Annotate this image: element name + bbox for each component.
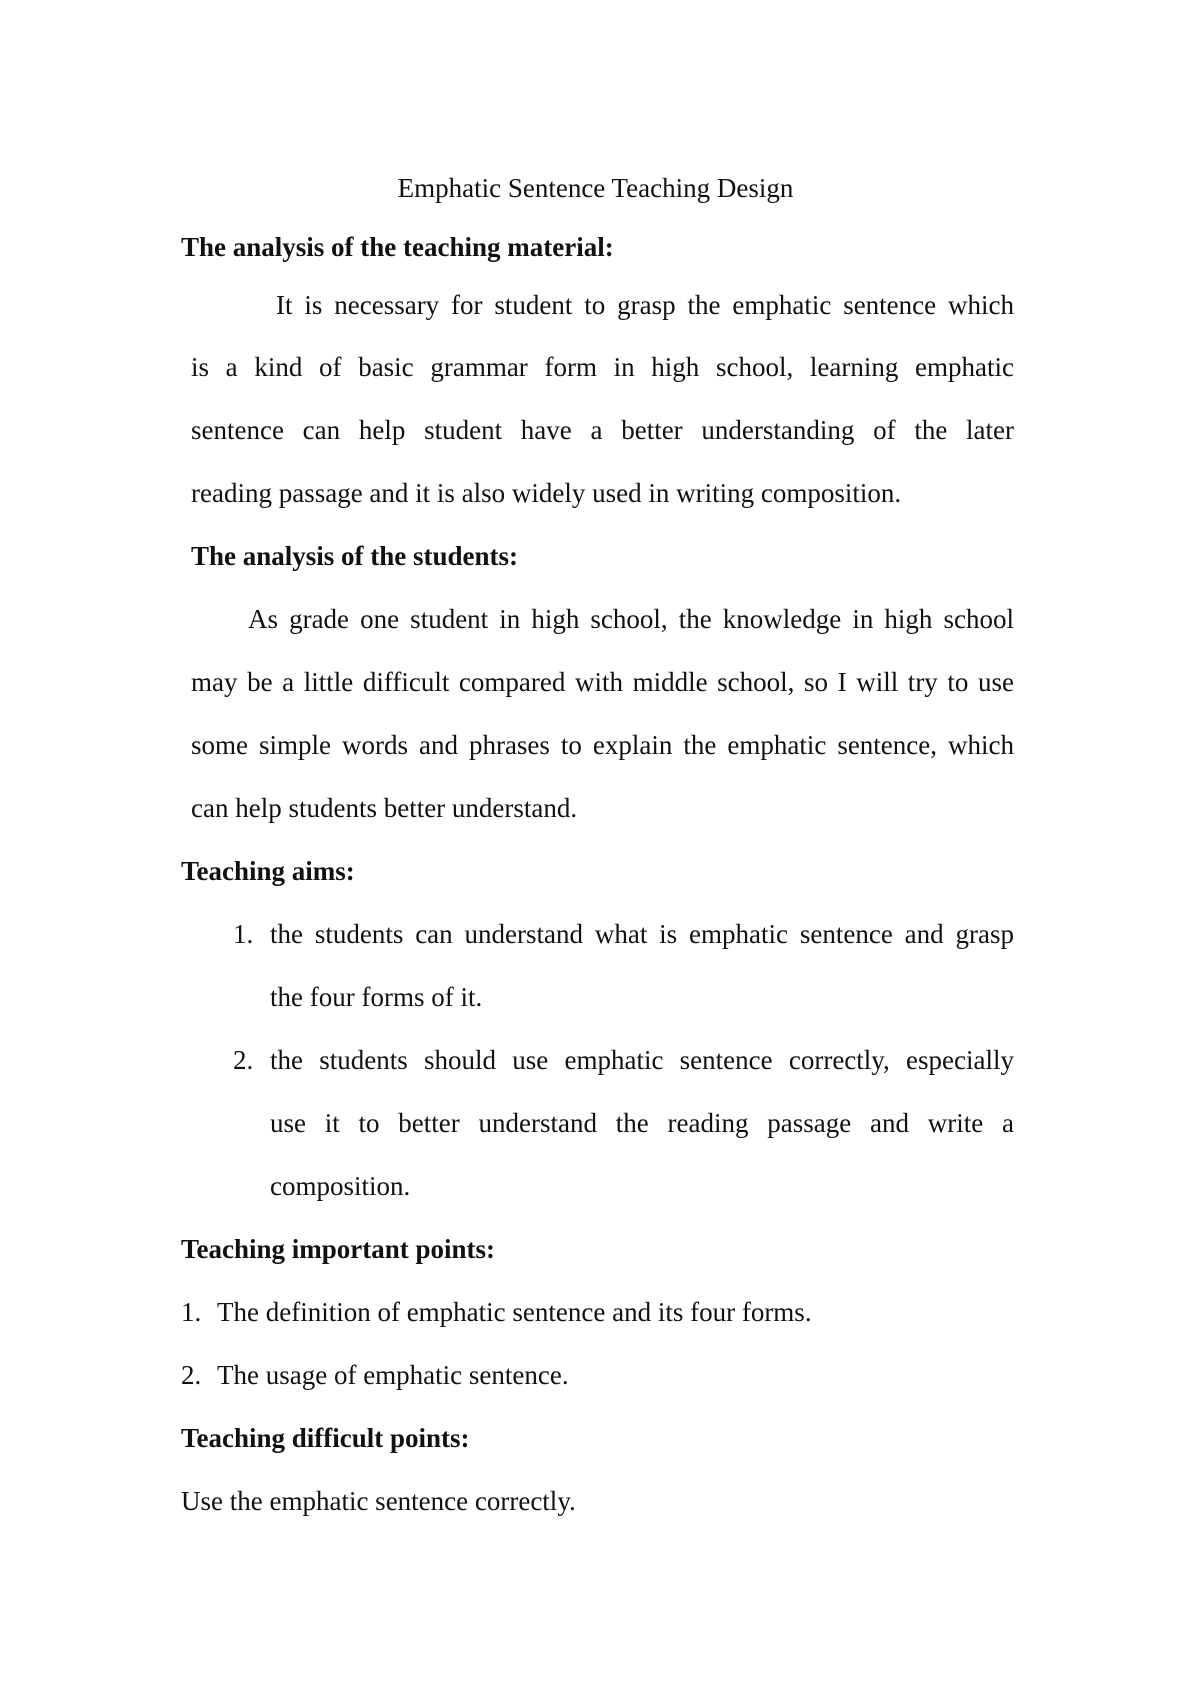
- aim-line: use it to better understand the reading passage and write a: [270, 1108, 1014, 1138]
- aim-line: the students can understand what is emphatic sentence and grasp: [270, 919, 1014, 949]
- heading-difficult-points: Teaching difficult points:: [181, 1423, 470, 1453]
- aim-line: the four forms of it.: [270, 982, 483, 1012]
- aim-number: 1.: [233, 919, 254, 949]
- aim-number: 2.: [233, 1045, 254, 1075]
- material-line: sentence can help student have a better understanding of the later: [191, 415, 1014, 445]
- important-number: 1.: [181, 1297, 202, 1327]
- important-item: The usage of emphatic sentence.: [217, 1360, 569, 1390]
- students-line: may be a little difficult compared with middle school, so I will try to use: [191, 667, 1014, 697]
- aim-line: the students should use emphatic sentence correctly, especially: [270, 1045, 1014, 1075]
- difficult-text: Use the emphatic sentence correctly.: [181, 1486, 576, 1516]
- students-line: can help students better understand.: [191, 793, 578, 823]
- students-line: some simple words and phrases to explain the emphatic sentence, which: [191, 730, 1014, 760]
- material-line: reading passage and it is also widely used in writing composition.: [191, 478, 902, 508]
- heading-important-points: Teaching important points:: [181, 1234, 496, 1264]
- important-number: 2.: [181, 1360, 202, 1390]
- heading-students: The analysis of the students:: [191, 541, 519, 571]
- material-line: It is necessary for student to grasp the emphatic sentence which: [276, 290, 1014, 320]
- material-line: is a kind of basic grammar form in high school, learning emphatic: [191, 352, 1014, 382]
- aim-line: composition.: [270, 1171, 411, 1201]
- students-line: As grade one student in high school, the knowledge in high school: [248, 604, 1014, 634]
- important-item: The definition of emphatic sentence and its four forms.: [217, 1297, 812, 1327]
- document-title: Emphatic Sentence Teaching Design: [397, 173, 794, 203]
- heading-teaching-material: The analysis of the teaching material:: [181, 232, 614, 262]
- heading-teaching-aims: Teaching aims:: [181, 856, 355, 886]
